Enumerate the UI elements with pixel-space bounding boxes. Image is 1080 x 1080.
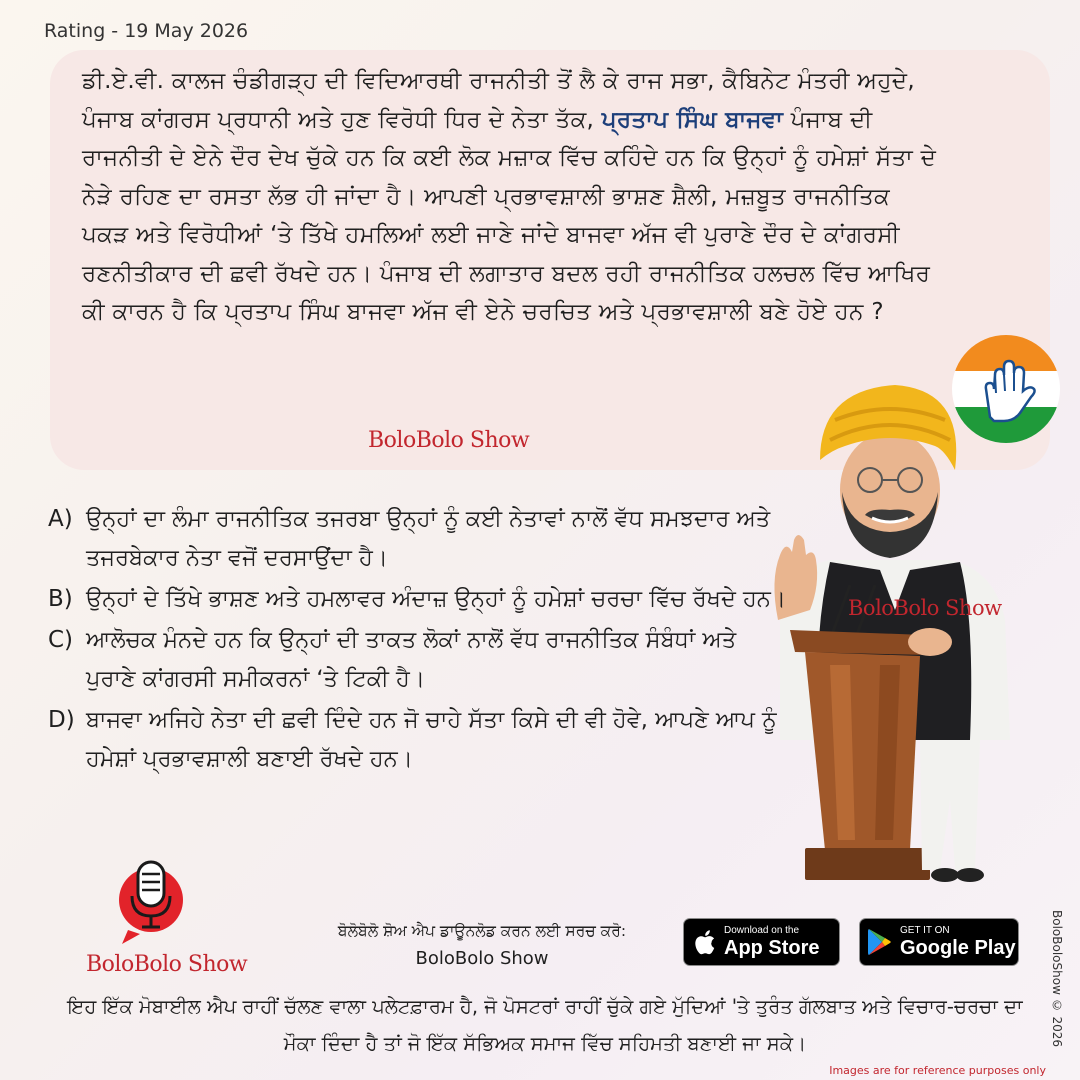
intro-text-start: ਡੀ.ਏ.ਵੀ. ਕਾਲਜ ਚੰਡੀਗੜ੍ਹ ਦੀ ਵਿਦਿਆਰਥੀ ਰਾਜਨੀਤੀ ਤੋਂ ਲੈ ਕੇ ਰਾਜ ਸਭਾ, ਕੈਬਿਨੇਟ ਮੰਤਰੀ ਅਹੁਦੇ, ਪੰਜਾਬ ਕਾਂਗਰਸ ਪ੍ਰਧਾਨੀ ਅਤੇ ਹੁਣ ਵਿਰੋਧੀ ਧਿਰ ਦੇ ਨੇਤਾ ਤੱਕ, bbox=[82, 68, 915, 133]
app-search-name: BoloBolo Show bbox=[415, 948, 549, 969]
brand-logo-text: BoloBolo Show bbox=[86, 952, 248, 977]
google-play-small-label: GET IT ON bbox=[900, 925, 950, 936]
option-b[interactable] bbox=[48, 580, 788, 619]
intro-paragraph bbox=[82, 62, 942, 332]
option-text: ਉਨ੍ਹਾਂ ਦੇ ਤਿੱਖੇ ਭਾਸ਼ਣ ਅਤੇ ਹਮਲਾਵਰ ਅੰਦਾਜ਼ ਉਨ੍ਹਾਂ ਨੂੰ ਹਮੇਸ਼ਾਂ ਚਰਚਾ ਵਿੱਚ ਰੱਖਦੇ ਹਨ। bbox=[86, 586, 787, 612]
google-play-icon bbox=[860, 919, 900, 965]
google-play-button[interactable] bbox=[859, 918, 1019, 966]
option-text: ਉਨ੍ਹਾਂ ਦਾ ਲੰਮਾ ਰਾਜਨੀਤਿਕ ਤਜਰਬਾ ਉਨ੍ਹਾਂ ਨੂੰ ਕਈ ਨੇਤਾਵਾਂ ਨਾਲੋਂ ਵੱਧ ਸਮਝਦਾਰ ਅਤੇ ਤਜਰਬੇਕਾਰ ਨੇਤਾ ਵਜੋਂ ਦਰਸਾਉਂਦਾ ਹੈ। bbox=[86, 506, 771, 571]
intro-text-end: ਪੰਜਾਬ ਦੀ ਰਾਜਨੀਤੀ ਦੇ ਏਨੇ ਦੌਰ ਦੇਖ ਚੁੱਕੇ ਹਨ ਕਿ ਕਈ ਲੋਕ ਮਜ਼ਾਕ ਵਿੱਚ ਕਹਿੰਦੇ ਹਨ ਕਿ ਉਨ੍ਹਾਂ ਨੂੰ ਹਮੇਸ਼ਾਂ ਸੱਤਾ ਦੇ ਨੇੜੇ ਰਹਿਣ ਦਾ ਰਸਤਾ ਲੱਭ ਹੀ ਜਾਂਦਾ ਹੈ। ਆਪਣੀ ਪ੍ਰਭਾਵਸ਼ਾਲੀ ਭਾਸ਼ਣ ਸ਼ੈਲੀ, ਮਜ਼ਬੂਤ ਰਾਜਨੀਤਿਕ ਪਕੜ ਅਤੇ ਵਿਰੋਧੀਆਂ ‘ਤੇ ਤਿੱਖੇ ਹਮਲਿਆਂ ਲਈ ਜਾਣੇ ਜਾਂਦੇ ਬਾਜਵਾ ਅੱਜ ਵੀ ਪੁਰਾਣੇ ਦੌਰ ਦੇ ਕਾਂਗਰਸੀ ਰਣਨੀਤੀਕਾਰ ਦੀ ਛਵੀ ਰੱਖਦੇ ਹਨ। ਪੰਜਾਬ ਦੀ ਲਗਾਤਾਰ ਬਦਲ ਰਹੀ ਰਾਜਨੀਤਿਕ ਹਲਚਲ ਵਿੱਚ ਆਖਿਰ ਕੀ ਕਾਰਨ ਹੈ ਕਿ ਪ੍ਰਤਾਪ ਸਿੰਘ ਬਾਜਵਾ ਅੱਜ ਵੀ ਏਨੇ ਚਰਚਿਤ ਅਤੇ ਪ੍ਰਭਾਵਸ਼ਾਲੀ ਬਣੇ ਹੋਏ ਹਨ ? bbox=[82, 106, 937, 325]
copyright-text: BoloBoloShow © 2026 bbox=[1050, 910, 1064, 1048]
google-play-label: Google Play bbox=[900, 937, 1016, 959]
leader-podium-illustration bbox=[760, 380, 1030, 900]
option-key: C) bbox=[48, 627, 74, 653]
answer-options bbox=[48, 500, 788, 781]
option-key: D) bbox=[48, 707, 75, 733]
option-key: A) bbox=[48, 506, 73, 532]
rating-label: Rating - 19 May 2026 bbox=[44, 20, 249, 42]
app-search-prompt: ਬੋਲੋਬੋਲੋ ਸ਼ੋਅ ਐਪ ਡਾਊਨਲੋਡ ਕਰਨ ਲਈ ਸਰਚ ਕਰੋ: bbox=[337, 922, 627, 940]
app-store-label: App Store bbox=[724, 937, 820, 959]
platform-description: ਇਹ ਇੱਕ ਮੋਬਾਈਲ ਐਪ ਰਾਹੀਂ ਚੱਲਣ ਵਾਲਾ ਪਲੇਟਫ਼ਾਰਮ ਹੈ, ਜੋ ਪੋਸਟਰਾਂ ਰਾਹੀਂ ਚੁੱਕੇ ਗਏ ਮੁੱਦਿਆਂ 'ਤੇ ਤੁਰੰਤ ਗੱਲਬਾਤ ਅਤੇ ਵਿਚਾਰ-ਚਰਚਾ ਦਾ ਮੌਕਾ ਦਿੰਦਾ ਹੈ ਤਾਂ ਜੋ ਇੱਕ ਸੱਭਿਅਕ ਸਮਾਜ ਵਿੱਚ ਸਹਿਮਤੀ ਬਣਾਈ ਜਾ ਸਕੇ। bbox=[67, 995, 1023, 1055]
option-a[interactable] bbox=[48, 500, 788, 578]
leader-name-highlight: ਪ੍ਰਤਾਪ ਸਿੰਘ ਬਾਜਵਾ bbox=[601, 106, 784, 133]
apple-icon bbox=[684, 919, 724, 965]
app-store-button[interactable] bbox=[683, 918, 840, 966]
brand-watermark-podium: BoloBolo Show bbox=[848, 596, 1002, 620]
microphone-logo-icon bbox=[118, 852, 184, 948]
disclaimer-text: Images are for reference purposes only bbox=[829, 1064, 1046, 1077]
option-text: ਬਾਜਵਾ ਅਜਿਹੇ ਨੇਤਾ ਦੀ ਛਵੀ ਦਿੰਦੇ ਹਨ ਜੋ ਚਾਹੇ ਸੱਤਾ ਕਿਸੇ ਦੀ ਵੀ ਹੋਵੇ, ਆਪਣੇ ਆਪ ਨੂੰ ਹਮੇਸ਼ਾਂ ਪ੍ਰਭਾਵਸ਼ਾਲੀ ਬਣਾਈ ਰੱਖਦੇ ਹਨ। bbox=[86, 707, 777, 772]
app-store-small-label: Download on the bbox=[724, 925, 800, 936]
option-text: ਆਲੋਚਕ ਮੰਨਦੇ ਹਨ ਕਿ ਉਨ੍ਹਾਂ ਦੀ ਤਾਕਤ ਲੋਕਾਂ ਨਾਲੋਂ ਵੱਧ ਰਾਜਨੀਤਿਕ ਸੰਬੰਧਾਂ ਅਤੇ ਪੁਰਾਣੇ ਕਾਂਗਰਸੀ ਸਮੀਕਰਨਾਂ ‘ਤੇ ਟਿਕੀ ਹੈ। bbox=[86, 627, 737, 692]
option-key: B) bbox=[48, 586, 73, 612]
option-d[interactable] bbox=[48, 701, 788, 779]
brand-watermark-card: BoloBolo Show bbox=[368, 428, 530, 453]
option-c[interactable] bbox=[48, 621, 788, 699]
